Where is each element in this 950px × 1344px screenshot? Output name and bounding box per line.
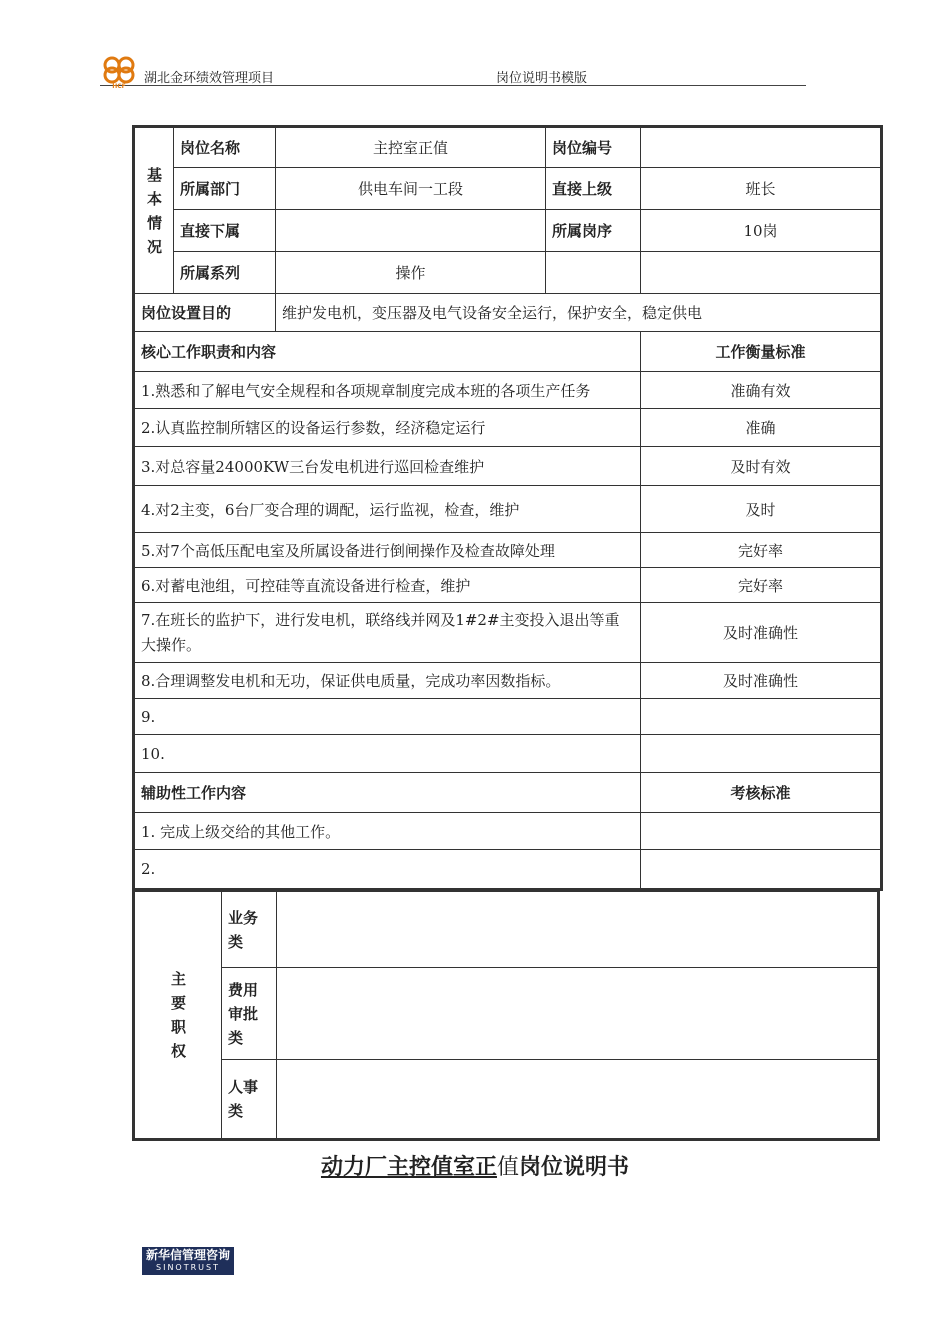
department-label: 所属部门 [174, 168, 276, 210]
header-doc-type: 岗位说明书模版 [496, 71, 588, 86]
position-no-label: 岗位编号 [546, 127, 641, 168]
core-item-standard: 准确 [641, 409, 882, 447]
authority-expense-value [277, 968, 879, 1060]
core-item-text: 8.合理调整发电机和无功，保证供电质量，完成功率因数指标。 [134, 663, 641, 699]
core-item-text: 1.熟悉和了解电气安全规程和各项规章制度完成本班的各项生产任务 [134, 372, 641, 409]
aux-item-text: 1. 完成上级交给的其他工作。 [134, 813, 641, 850]
aux-header-right: 考核标准 [641, 773, 882, 813]
core-header-right: 工作衡量标准 [641, 332, 882, 372]
authority-personnel-label: 人事类 [222, 1060, 277, 1140]
series-extra-cell-2 [641, 252, 882, 294]
core-item-text: 7.在班长的监护下，进行发电机，联络线并网及1#2#主变投入退出等重大操作。 [134, 603, 641, 663]
core-item-standard: 及时有效 [641, 447, 882, 486]
authority-business-label: 业务类 [222, 892, 277, 968]
superior-value: 班长 [641, 168, 882, 210]
svg-text:HCF: HCF [112, 83, 126, 89]
core-item-text: 4.对2主变，6台厂变合理的调配，运行监视，检查，维护 [134, 486, 641, 533]
superior-label: 直接上级 [546, 168, 641, 210]
hcf-logo-icon [100, 55, 140, 89]
document-title-part3: 岗位说明书 [519, 1155, 630, 1180]
authority-section-label: 主要职权 [134, 892, 222, 1140]
core-item-text: 3.对总容量24000KW三台发电机进行巡回检查维护 [134, 447, 641, 486]
core-item-standard [641, 699, 882, 735]
aux-item-standard [641, 813, 882, 850]
core-item-standard: 及时 [641, 486, 882, 533]
core-item-standard: 完好率 [641, 533, 882, 568]
core-item-text: 6.对蓄电池组，可控硅等直流设备进行检查，维护 [134, 568, 641, 603]
authority-personnel-value [277, 1060, 879, 1140]
core-item-text: 2.认真监控制所辖区的设备运行参数，经济稳定运行 [134, 409, 641, 447]
subordinate-value [276, 210, 546, 252]
department-value: 供电车间一工段 [276, 168, 546, 210]
purpose-label: 岗位设置目的 [134, 294, 276, 332]
basic-section-label: 基本情况 [134, 127, 174, 294]
core-item-standard: 及时准确性 [641, 603, 882, 663]
aux-item-text: 2. [134, 850, 641, 890]
job-description-form [132, 125, 880, 1141]
sinotrust-logo [142, 1247, 234, 1275]
series-label: 所属系列 [174, 252, 276, 294]
position-name-value: 主控室正值 [276, 127, 546, 168]
series-extra-cell-1 [546, 252, 641, 294]
core-item-text: 10. [134, 735, 641, 773]
position-no-value [641, 127, 882, 168]
aux-header-left: 辅助性工作内容 [134, 773, 641, 813]
core-item-text: 9. [134, 699, 641, 735]
core-item-standard: 准确有效 [641, 372, 882, 409]
header-project-name: 湖北金环绩效管理项目 [144, 71, 275, 86]
sequence-label: 所属岗序 [546, 210, 641, 252]
purpose-text: 维护发电机，变压器及电气设备安全运行，保护安全，稳定供电 [276, 294, 882, 332]
document-title-part1: 动力厂主控值室正 [320, 1155, 497, 1180]
sinotrust-logo-cn: 新华信管理咨询 [145, 1248, 230, 1262]
authority-expense-label: 费用审批类 [222, 968, 277, 1060]
authority-business-value [277, 892, 879, 968]
position-name-label: 岗位名称 [174, 127, 276, 168]
sequence-value: 10岗 [641, 210, 882, 252]
core-item-standard: 完好率 [641, 568, 882, 603]
core-item-standard [641, 735, 882, 773]
core-item-text: 5.对7个高低压配电室及所属设备进行倒闸操作及检查故障处理 [134, 533, 641, 568]
sinotrust-logo-en: SINOTRUST [156, 1263, 220, 1272]
subordinate-label: 直接下属 [174, 210, 276, 252]
series-value: 操作 [276, 252, 546, 294]
document-title-part2: 值 [496, 1155, 519, 1180]
aux-item-standard [641, 850, 882, 890]
authority-table [132, 891, 880, 1141]
main-table [132, 125, 883, 891]
page-header [100, 55, 806, 89]
core-item-standard: 及时准确性 [641, 663, 882, 699]
document-title [0, 1150, 950, 1181]
core-header-left: 核心工作职责和内容 [134, 332, 641, 372]
